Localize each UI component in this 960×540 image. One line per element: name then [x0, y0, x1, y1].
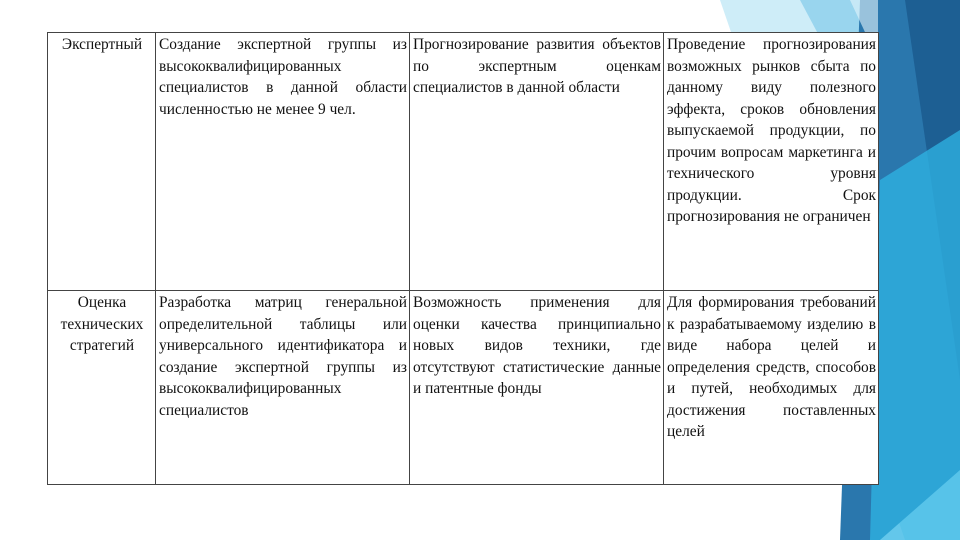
- basis-text: Разработка матриц генеральной определительной таблицы или универсального идентификатора и создание экспертной группы из высококвалифицированных специалистов: [159, 294, 407, 419]
- method-cell: [48, 291, 156, 485]
- condition-text: Возможность применения для оценки качества принципиально новых видов техники, где отсутствуют статистические данные и патентные фонды: [413, 294, 661, 397]
- comparison-table: [47, 32, 879, 485]
- condition-cell: [410, 291, 664, 485]
- condition-text: Прогнозирование развития объектов по экспертным оценкам специалистов в данной области: [413, 36, 661, 96]
- basis-cell: [156, 33, 410, 291]
- basis-cell: [156, 291, 410, 485]
- application-text: Для формирования требований к разрабатываемому изделию в виде набора целей и определения средств, способов и путей, необходимых для достижения поставленных целей: [667, 294, 876, 440]
- table-row: [48, 291, 879, 485]
- table-row: [48, 33, 879, 291]
- method-text: Оценка технических стратегий: [60, 294, 144, 354]
- application-cell: [664, 33, 879, 291]
- method-cell: [48, 33, 156, 291]
- method-text: Экспертный: [61, 36, 143, 53]
- condition-cell: [410, 33, 664, 291]
- application-text: Проведение прогнозирования возможных рынков сбыта по данному виду полезного эффекта, сроков обновления выпускаемой продукции, по прочим вопросам маркетинга и технического уровня продукции. Срок прогнозирования не ограничен: [667, 36, 876, 225]
- basis-text: Создание экспертной группы из высококвалифицированных специалистов в данной области численностью не менее 9 чел.: [159, 36, 407, 118]
- cyan-facet: [870, 130, 960, 540]
- application-cell: [664, 291, 879, 485]
